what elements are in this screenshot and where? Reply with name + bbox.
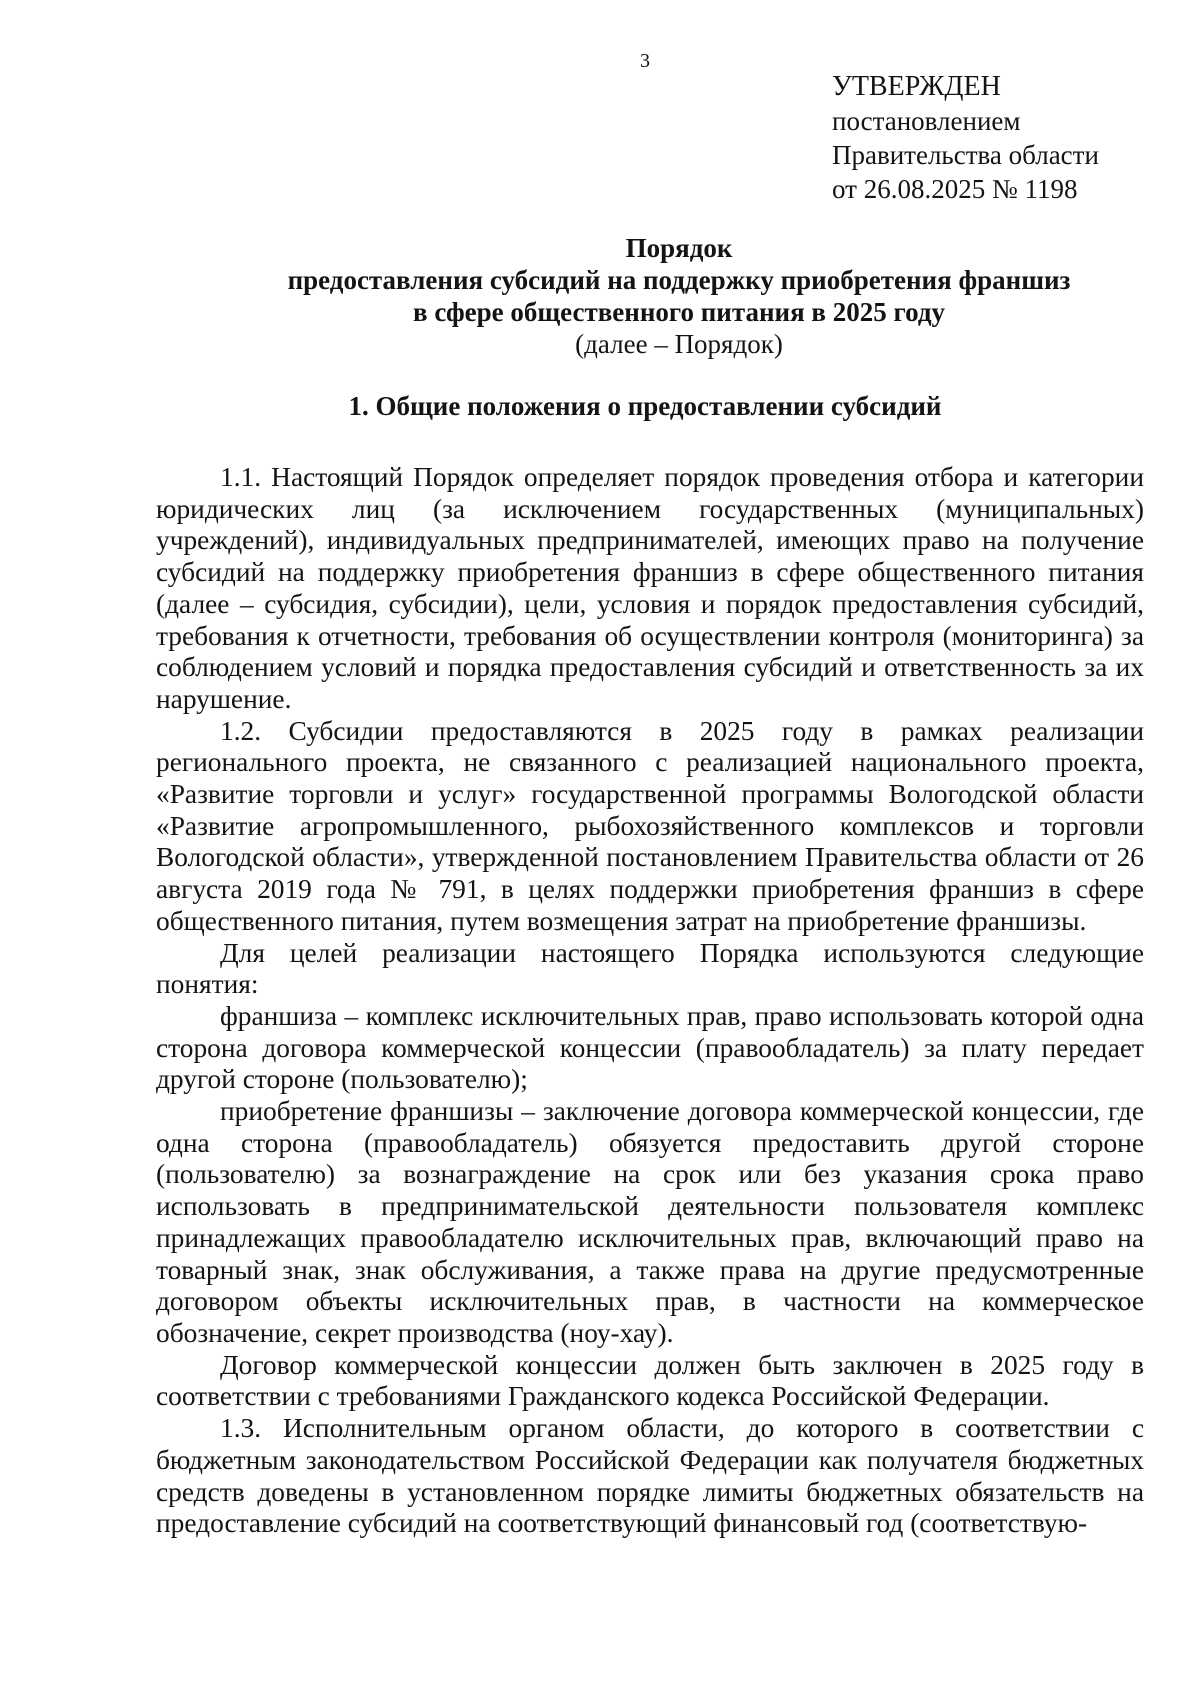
- title-line: Порядок: [625, 233, 733, 263]
- paragraph-1-1: 1.1. Настоящий Порядок определяет порядок проведения отбора и категории юридических лиц (за исключением государственных (муниципальных) учреждений), индивидуальных предпринимателей, имеющих право на получение субсидий на поддержку приобретения франшиз в сфере общественного питания (далее – субсидия, субсидии), цели, условия и порядок предоставления субсидий, требования к отчетности, требования об осуществлении контроля (мониторинга) за соблюдением условий и порядка предоставления субсидий и ответственность за их нарушение.: [156, 462, 1144, 714]
- section-heading: 1. Общие положения о предоставлении субсидий: [348, 391, 942, 421]
- paragraph-1-3: 1.3. Исполнительным органом области, до которого в соответствии с бюджетным законодательством Российской Федерации как получателя бюджетных средств доведены в установленном порядке лимиты бюджетных обязательств на предоставление субсидий на соответствующий финансовый год (соответствую-: [156, 1413, 1144, 1539]
- title-line: предоставления субсидий на поддержку приобретения франшиз: [287, 265, 1071, 295]
- paragraph-definitions-intro: Для целей реализации настоящего Порядка используются следующие понятия:: [156, 937, 1144, 1000]
- paragraph-definition-franchise: франшиза – комплекс исключительных прав, право использовать которой одна сторона договора коммерческой концессии (правообладатель) за плату передает другой стороне (пользователю);: [156, 1000, 1144, 1095]
- document-title: [0, 232, 1200, 360]
- approval-line: Правительства области: [832, 140, 1099, 170]
- title-line: в сфере общественного питания в 2025 году: [413, 297, 945, 327]
- title-abbreviation: (далее – Порядок): [575, 329, 783, 359]
- paragraph-definition-acquisition: приобретение франшизы – заключение договора коммерческой концессии, где одна сторона (правообладатель) обязуется предоставить другой стороне (пользователю) за вознаграждение на срок или без указания срока право использовать в предпринимательской деятельности пользователя комплекс принадлежащих правообладателю исключительных прав, включающий право на товарный знак, знак обслуживания, а также права на другие предусмотренные договором объекты исключительных прав, в частности на коммерческое обозначение, секрет производства (ноу-хау).: [156, 1096, 1144, 1348]
- page-number: 3: [640, 50, 650, 72]
- approval-date-number: от 26.08.2025 № 1198: [832, 174, 1078, 204]
- approval-title: УТВЕРЖДЕН: [832, 71, 1001, 102]
- paragraph-contract-requirement: Договор коммерческой концессии должен быть заключен в 2025 году в соответствии с требованиями Гражданского кодекса Российской Федерации.: [156, 1349, 1144, 1412]
- section-body: [156, 462, 1144, 1540]
- approval-line: постановлением: [832, 106, 1021, 136]
- approval-stamp: [832, 70, 1099, 206]
- paragraph-1-2: 1.2. Субсидии предоставляются в 2025 году в рамках реализации регионального проекта, не связанного с реализацией национального проекта, «Развитие торговли и услуг» государственной программы Вологодской области «Развитие агропромышленного, рыбохозяйственного комплексов и торговли Вологодской области», утвержденной постановлением Правительства области от 26 августа 2019 года № 791, в целях поддержки приобретения франшиз в сфере общественного питания, путем возмещения затрат на приобретение франшизы.: [156, 715, 1144, 936]
